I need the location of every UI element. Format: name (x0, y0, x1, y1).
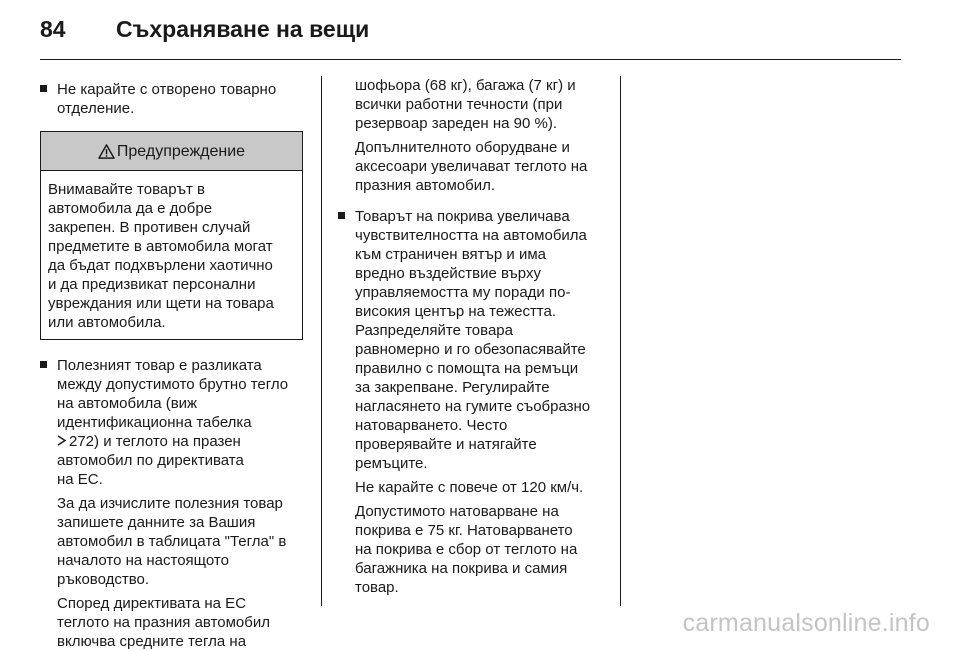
text-line: между допустимото брутно тегло (57, 376, 289, 393)
text-line: правилно с помощта на ремъци (355, 360, 579, 377)
bullet-item-payload (40, 356, 304, 489)
text-line: Внимавайте товарът в (48, 181, 205, 198)
bullet-square-icon (40, 361, 47, 368)
text-line: закрепен. В противен случай (48, 219, 251, 236)
text-line: празния автомобил. (355, 177, 496, 194)
paragraph-continued (338, 76, 606, 133)
paragraph-speed-limit (338, 478, 606, 497)
text-line: за закрепване. Регулирайте (355, 379, 550, 396)
text-line: теглото на празния автомобил (57, 614, 270, 631)
text-line: Разпределяйте товара (355, 322, 513, 339)
text-line: да бъдат подхвърлени хаотично (48, 257, 273, 274)
paragraph-accessories (338, 138, 606, 195)
text-line: равномерно и го обезопасявайте (355, 341, 586, 358)
bullet-item-roof-load (338, 207, 606, 473)
text-line: Не карайте с повече от 120 км/ч. (355, 479, 584, 496)
header-rule (40, 59, 901, 60)
text-line: на покрива е сбор от теглото на (355, 541, 578, 558)
text-line: шофьора (68 кг), багажа (7 кг) и (355, 77, 576, 94)
text-line: Допълнителното оборудване и (355, 139, 570, 156)
paragraph-roof-load-limit (338, 502, 606, 597)
text-line: покрива е 75 кг. Натоварването (355, 522, 573, 539)
text-line: нагласянето на гумите съобразно (355, 398, 591, 415)
warning-box (40, 131, 303, 340)
text-line: проверявайте и натягайте (355, 436, 537, 453)
text-line: вредно въздействие върху (355, 265, 541, 282)
text-line: За да изчислите полезния товар (57, 495, 283, 512)
bullet-square-icon (40, 85, 47, 92)
watermark: carmanualsonline.info (682, 609, 930, 637)
text-line: ръководство. (57, 571, 150, 588)
text-line: багажника на покрива и самия (355, 560, 568, 577)
text-line: управляемостта му поради по- (355, 284, 571, 301)
warning-triangle-icon (98, 144, 115, 159)
text-line: ремъците. (355, 455, 428, 472)
text-line: автомобил по директивата (57, 452, 244, 469)
warning-title: Предупреждение (116, 142, 246, 160)
text-line: високия център на тежестта. (355, 303, 557, 320)
text-line: идентификационна табелка (57, 414, 252, 431)
column-divider-left (321, 76, 322, 606)
page-reference-text: 272) и теглото на празен (69, 433, 241, 450)
page-number: 84 (40, 16, 66, 42)
text-line: и да предизвикат персонални (48, 276, 256, 293)
text-line: или автомобила. (48, 314, 166, 331)
page-title: Съхраняване на вещи (116, 16, 370, 42)
warning-body (41, 171, 302, 339)
text-line: Товарът на покрива увеличава (355, 208, 570, 225)
page-reference-arrow-icon (57, 435, 66, 446)
text-line: натоварването. Често (355, 417, 508, 434)
text-line: увреждания или щети на товара (48, 295, 274, 312)
column-1 (40, 80, 304, 651)
paragraph-ec-directive (40, 594, 304, 651)
text-line: товар. (355, 579, 399, 596)
text-line: аксесоари увеличават теглото на (355, 158, 588, 175)
text-line: всички работни течности (при (355, 96, 563, 113)
text-line: чувствителността на автомобила (355, 227, 587, 244)
text-line: Не карайте с отворено товарно (57, 81, 277, 98)
text-line: на автомобила (виж (57, 395, 198, 412)
text-line: на ЕС. (57, 471, 103, 488)
bullet-item-open-trunk (40, 80, 304, 118)
text-line: предметите в автомобила могат (48, 238, 273, 255)
column-divider-right (620, 76, 621, 606)
text-line: Допустимото натоварване на (355, 503, 559, 520)
paragraph-payload-calc (40, 494, 304, 589)
text-line: включва средните тегла на (57, 633, 247, 650)
text-line: автомобил в таблицата "Тегла" в (57, 533, 287, 550)
bullet-square-icon (338, 212, 345, 219)
page-header (40, 16, 369, 46)
text-line: отделение. (57, 100, 135, 117)
text-line: автомобила да е добре (48, 200, 213, 217)
text-line: резервоар зареден на 90 %). (355, 115, 558, 132)
text-line: към страничен вятър и има (355, 246, 547, 263)
text-line: началото на настоящото (57, 552, 229, 569)
page-reference[interactable] (57, 432, 304, 451)
column-2 (338, 76, 606, 597)
warning-header (41, 132, 302, 171)
text-line: Според директивата на ЕС (57, 595, 247, 612)
text-line: запишете данните за Вашия (57, 514, 256, 531)
text-line: Полезният товар е разликата (57, 357, 262, 374)
